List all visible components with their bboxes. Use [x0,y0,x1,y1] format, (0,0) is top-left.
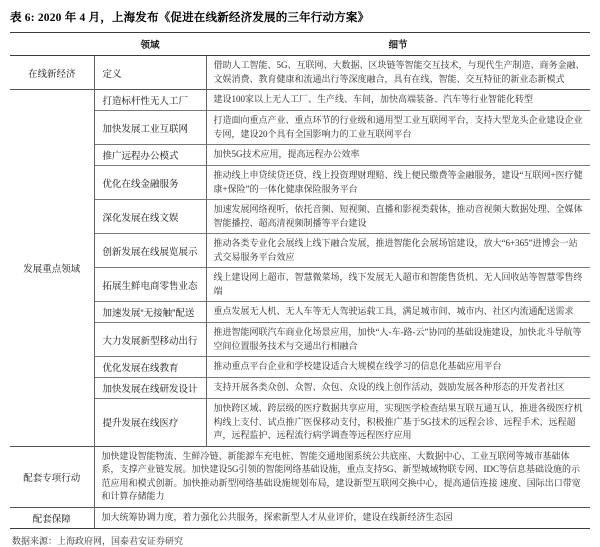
action-plan-table [10,32,590,529]
detail-cell: 加大统筹协调力度，着力强化公共服务，探索新型人才从业评价，建设在线新经济生态园 [94,507,590,528]
table-row [10,234,590,268]
table-row [10,166,590,200]
table-row [10,111,590,145]
header-field-cell: 领域 [94,33,206,56]
detail-cell: 支持开展各类众创、众智、众包、众设的线上创作活动，鼓励发展各种形态的开发者社区 [206,378,590,399]
detail-cell: 建设100家以上无人工厂、生产线、车间，加快高端装备、汽车等行业智能化转型 [206,90,590,111]
detail-cell: 重点发展无人机、无人车等无人驾驶运载工具，满足城市间、城市内、社区内流通配送需求 [206,302,590,323]
table-row [10,90,590,111]
table-row [10,56,590,90]
field-cell: 创新发展在线展览展示 [94,234,206,268]
detail-cell: 推动线上申贷续贷还贷、线上投资理财理赔、线上便民缴费等金融服务，建设“互联网+医疗健康+保险”的一体化健康保险服务平台 [206,166,590,200]
field-cell: 拓展生鲜电商零售业态 [94,268,206,302]
table-row [10,357,590,378]
data-source-note: 数据来源：上海政府网，国泰君安证券研究 [12,535,184,546]
table-row [10,302,590,323]
field-cell: 定义 [94,56,206,90]
table-row [10,268,590,302]
detail-cell: 加快5G技术应用，提高远程办公效率 [206,145,590,166]
table-row [10,378,590,399]
table-row [10,507,590,528]
field-cell: 深化发展在线文娱 [94,200,206,234]
header-category-cell [10,33,94,56]
table-row [10,200,590,234]
detail-cell: 打造面向重点产业、重点环节的行业级和通用型工业互联网平台，支持大型龙头企业建设企业专网，建设20个具有全国影响力的工业互联网平台 [206,111,590,145]
detail-cell: 线上建设网上超市、智慧微菜场，线下发展无人超市和智能售货机、无人回收站等智慧零售终端 [206,268,590,302]
field-cell: 加速发展“无接触”配送 [94,302,206,323]
field-cell: 推广远程办公模式 [94,145,206,166]
table-header-row [10,33,590,56]
page-title: 表 6: 2020 年 4 月，上海发布《促进在线新经济发展的三年行动方案》 [10,12,370,24]
field-cell: 提升发展在线医疗 [94,399,206,447]
field-cell: 加快发展在线研发设计 [94,378,206,399]
field-cell: 大力发展新型移动出行 [94,323,206,357]
field-cell: 加快发展工业互联网 [94,111,206,145]
table-row [10,446,590,507]
detail-cell: 加速发展网络视听，依托音频、短视频、直播和影视类载体，推动音视频大数据处理、全媒体智能播控、超高清视频制播等平台建设 [206,200,590,234]
table-row [10,145,590,166]
field-cell: 优化在线金融服务 [94,166,206,200]
detail-cell: 加快建设智能物流、生鲜冷链、新能源车充电桩、智能交通地图系统公共底座、大数据中心、工业互联网等城市基础体系，支撑产业链发展。加快建设5G引领的智能网络基础设施，重点支持5G、新型城域物联专网、IDC等信息基础设施的示范应用和模式创新。加快推动新型网络基础设施规划布局，建设新型互联网交换中心，提高通信连接 速度、国际出口带宽和计算存储能力 [94,446,590,507]
detail-cell: 推动各类专业化会展线上线下融合发展，推进智能化会展场馆建设，放大“6+365”进博会一站式交易服务平台效应 [206,234,590,268]
category-cell: 配套专项行动 [10,446,94,507]
category-cell: 配套保障 [10,507,94,528]
field-cell: 打造标杆性无人工厂 [94,90,206,111]
table-row [10,323,590,357]
field-cell: 优化发展在线教育 [94,357,206,378]
detail-cell: 推进智能网联汽车商业化场景应用，加快“人-车-路-云”协同的基础设施建设，加快北斗导航等空间位置服务技术与交通出行相融合 [206,323,590,357]
detail-cell: 加快跨区域、跨层级的医疗数据共享应用，实现医学检查结果互联互通互认，推进各级医疗机构线上支付、试点推广医保移动支付，积极推广基于5G技术的远程会诊、远程手术、远程超声，远程监护、远程流行病学调查等远程医疗应用 [206,399,590,447]
category-cell: 发展重点领域 [10,90,94,447]
detail-cell: 借助人工智能、5G、互联网、大数据、区块链等智能交互技术，与现代生产制造、商务金融、文娱消费、教育健康和流通出行等深度融合，具有在线、智能、交互特征的新业态新模式 [213,60,585,84]
table-row [10,399,590,447]
header-detail-cell: 细节 [206,33,590,56]
detail-cell: 推动重点平台企业和学校建设适合大规模在线学习的信息化基础应用平台 [206,357,590,378]
category-cell: 在线新经济 [10,56,94,90]
